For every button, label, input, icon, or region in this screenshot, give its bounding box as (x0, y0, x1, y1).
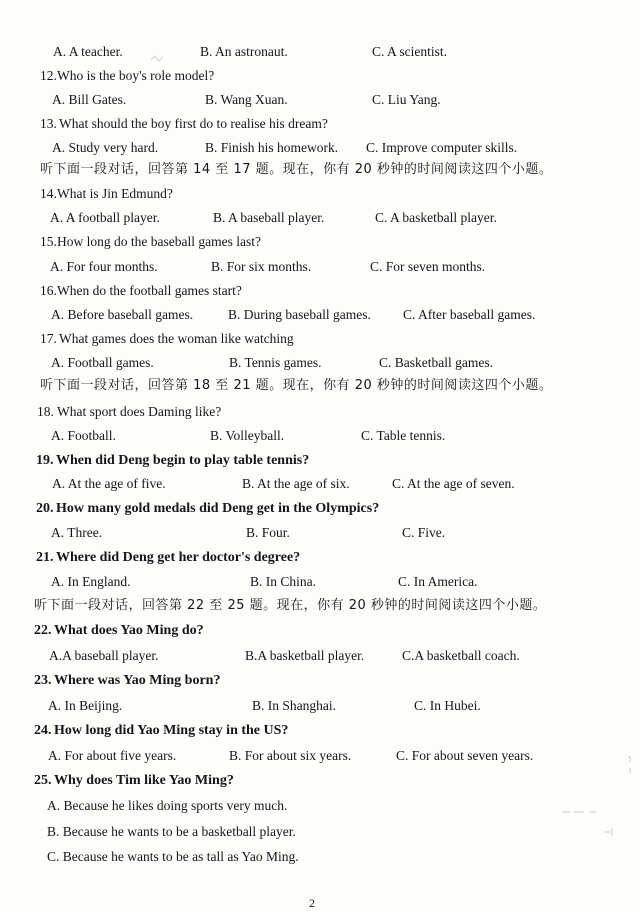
question-text: When did Deng begin to play table tennis? (56, 453, 310, 468)
question-text: How long do the baseball games last? (57, 234, 261, 249)
bleed-through-smudge (150, 54, 164, 64)
question-24 (0, 721, 639, 741)
question-number: 12. (40, 68, 57, 83)
options-row-q17 (0, 353, 639, 373)
question-text: How long did Yao Ming stay in the US? (54, 723, 289, 738)
question-text: What sport does Daming like? (57, 404, 222, 419)
options-row-q21 (0, 572, 639, 592)
option-c: C. In America. (398, 574, 478, 589)
question-text: Where did Deng get her doctor's degree? (56, 550, 301, 565)
option-a: A. For about five years. (48, 748, 177, 763)
option-b: B. An astronaut. (200, 44, 288, 59)
question-18 (0, 402, 639, 422)
option-b: B. Wang Xuan. (205, 92, 288, 107)
options-row-q16 (0, 305, 639, 325)
option-c: C. For about seven years. (396, 748, 534, 763)
question-20 (0, 499, 639, 519)
option-b: B. Tennis games. (229, 355, 322, 370)
question-number: 13. (40, 116, 57, 131)
option-a: A. Bill Gates. (52, 92, 127, 107)
question-17 (0, 329, 639, 349)
question-number: 19. (36, 453, 54, 468)
option-c: C. Five. (402, 525, 446, 540)
option-b: B. For six months. (211, 259, 312, 274)
option-c: C. Because he wants to be as tall as Yao Ming. (47, 849, 299, 864)
option-a: A. Football. (51, 428, 116, 443)
option-c: C. After baseball games. (403, 307, 536, 322)
option-c: C. Table tennis. (361, 428, 446, 443)
option-a: A. Because he likes doing sports very much. (47, 798, 288, 813)
question-text: What is Jin Edmund? (57, 186, 173, 201)
option-b: B. Finish his homework. (205, 140, 339, 155)
bleed-through-smudge (625, 752, 637, 778)
option-a: A. For four months. (50, 259, 158, 274)
option-b: B. Four. (246, 525, 290, 540)
options-row-q22 (0, 646, 639, 666)
question-number: 16. (40, 283, 57, 298)
question-21 (0, 548, 639, 568)
option-b: B. A baseball player. (213, 210, 325, 225)
options-row-q11 (0, 42, 639, 62)
options-row-q13 (0, 138, 639, 158)
option-a: A. A teacher. (53, 44, 123, 59)
question-number: 25. (34, 773, 52, 788)
question-16 (0, 281, 639, 301)
question-number: 21. (36, 550, 54, 565)
options-row-q24 (0, 746, 639, 766)
option-a: A. Three. (51, 525, 103, 540)
question-12 (0, 66, 639, 86)
question-number: 14. (40, 186, 57, 201)
option-a: A. Study very hard. (52, 140, 159, 155)
listening-instruction: 听下面一段对话，回答第 18 至 21 题。现在，你有 20 秒钟的时间阅读这四个小题。 (40, 378, 553, 393)
listening-instruction: 听下面一段对话，回答第 14 至 17 题。现在，你有 20 秒钟的时间阅读这四个小题。 (40, 162, 553, 177)
options-row-q20 (0, 523, 639, 543)
option-c: C. A basketball player. (375, 210, 497, 225)
question-text: When do the football games start? (57, 283, 242, 298)
option-b-row-q25 (0, 822, 639, 842)
option-b: B. Because he wants to be a basketball player. (47, 824, 296, 839)
question-19 (0, 451, 639, 471)
options-row-q18 (0, 426, 639, 446)
option-c: C. A scientist. (372, 44, 448, 59)
question-13 (0, 114, 639, 134)
question-23 (0, 671, 639, 691)
question-text: What does Yao Ming do? (54, 623, 204, 638)
option-a: A. At the age of five. (52, 476, 166, 491)
question-number: 18. (37, 404, 54, 419)
question-text: Who is the boy's role model? (57, 68, 215, 83)
option-a: A. A football player. (50, 210, 160, 225)
option-b: B. During baseball games. (228, 307, 371, 322)
question-text: Where was Yao Ming born? (54, 673, 221, 688)
options-row-q12 (0, 90, 639, 110)
question-text: Why does Tim like Yao Ming? (54, 773, 234, 788)
question-number: 24. (34, 723, 52, 738)
option-b: B. At the age of six. (242, 476, 350, 491)
option-c: C. Improve computer skills. (366, 140, 518, 155)
option-a: A. In England. (51, 574, 131, 589)
option-b: B. In Shanghai. (252, 698, 336, 713)
question-number: 20. (36, 501, 54, 516)
page-number: 2 (309, 896, 315, 910)
option-c: C. For seven months. (370, 259, 486, 274)
option-a: A. Football games. (51, 355, 154, 370)
question-25 (0, 771, 639, 791)
option-b: B.A basketball player. (245, 648, 365, 663)
options-row-q23 (0, 696, 639, 716)
question-number: 22. (34, 623, 52, 638)
option-c: C. Liu Yang. (372, 92, 441, 107)
question-number: 23. (34, 673, 52, 688)
option-b: B. Volleyball. (210, 428, 285, 443)
options-row-q15 (0, 257, 639, 277)
question-text: What games does the woman like watching (59, 331, 294, 346)
listening-instruction: 听下面一段对话，回答第 22 至 25 题。现在，你有 20 秒钟的时间阅读这四个小题。 (34, 598, 547, 613)
question-14 (0, 184, 639, 204)
option-a: A.A baseball player. (49, 648, 159, 663)
question-number: 17. (40, 331, 57, 346)
option-a-row-q25 (0, 796, 639, 816)
option-c: C. Basketball games. (379, 355, 493, 370)
question-15 (0, 232, 639, 252)
option-a: A. In Beijing. (48, 698, 123, 713)
question-text: How many gold medals did Deng get in the Olympics? (56, 501, 380, 516)
option-c: C.A basketball coach. (402, 648, 520, 663)
option-c-row-q25 (0, 847, 639, 867)
question-text: What should the boy first do to realise his dream? (59, 116, 328, 131)
option-c: C. In Hubei. (414, 698, 481, 713)
options-row-q14 (0, 208, 639, 228)
option-c: C. At the age of seven. (392, 476, 515, 491)
option-b: B. In China. (250, 574, 316, 589)
bleed-through-smudge (560, 802, 620, 842)
options-row-q19 (0, 474, 639, 494)
option-b: B. For about six years. (229, 748, 352, 763)
option-a: A. Before baseball games. (51, 307, 194, 322)
question-number: 15. (40, 234, 57, 249)
question-22 (0, 621, 639, 641)
